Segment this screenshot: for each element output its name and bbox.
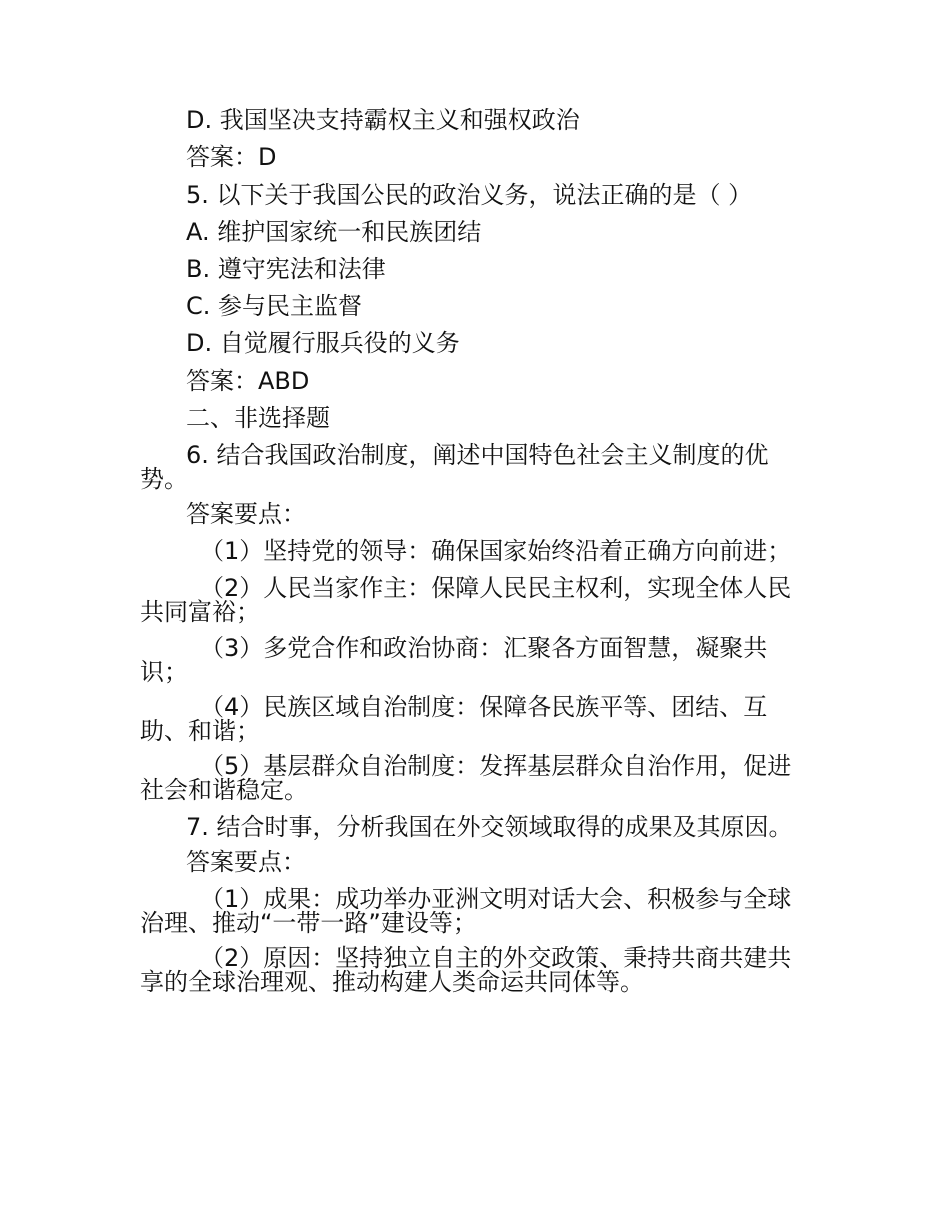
q7-point2-line1: （2）原因：坚持独立自主的外交政策、秉持共商共建共 xyxy=(200,944,792,972)
q6-point1: （1）坚持党的领导：确保国家始终沿着正确方向前进； xyxy=(200,537,792,565)
q6-point5-line2: 社会和谐稳定。 xyxy=(140,776,308,804)
q6-point3-line2: 识； xyxy=(140,658,188,686)
q6-point4-line1: （4）民族区域自治制度：保障各民族平等、团结、互 xyxy=(200,693,768,721)
q5-answer: 答案：ABD xyxy=(186,367,310,395)
q5-option-a: A. 维护国家统一和民族团结 xyxy=(186,218,482,246)
q4-option-d: D. 我国坚决支持霸权主义和强权政治 xyxy=(186,106,580,134)
q7-question: 7. 结合时事，分析我国在外交领域取得的成果及其原因。 xyxy=(186,813,793,841)
section-heading: 二、非选择题 xyxy=(186,404,330,432)
q6-point4-line2: 助、和谐； xyxy=(140,717,260,745)
q6-question-line2: 势。 xyxy=(140,465,188,493)
q5-option-d: D. 自觉履行服兵役的义务 xyxy=(186,329,460,357)
q7-point1-line2: 治理、推动“一带一路”建设等； xyxy=(140,909,477,937)
q7-point1-line1: （1）成果：成功举办亚洲文明对话大会、积极参与全球 xyxy=(200,885,792,913)
q5-question: 5. 以下关于我国公民的政治义务，说法正确的是（ ） xyxy=(186,181,753,209)
q6-point2-line2: 共同富裕； xyxy=(140,598,260,626)
q5-option-c: C. 参与民主监督 xyxy=(186,292,363,320)
q6-question-line1: 6. 结合我国政治制度，阐述中国特色社会主义制度的优 xyxy=(186,441,769,469)
q4-answer: 答案：D xyxy=(186,143,277,171)
q7-point2-line2: 享的全球治理观、推动构建人类命运共同体等。 xyxy=(140,968,644,996)
q5-option-b: B. 遵守宪法和法律 xyxy=(186,255,386,283)
q6-answer-label: 答案要点： xyxy=(186,500,306,528)
q7-answer-label: 答案要点： xyxy=(186,848,306,876)
q6-point3-line1: （3）多党合作和政治协商：汇聚各方面智慧，凝聚共 xyxy=(200,634,768,662)
q6-point2-line1: （2）人民当家作主：保障人民民主权利，实现全体人民 xyxy=(200,574,792,602)
q6-point5-line1: （5）基层群众自治制度：发挥基层群众自治作用，促进 xyxy=(200,752,792,780)
